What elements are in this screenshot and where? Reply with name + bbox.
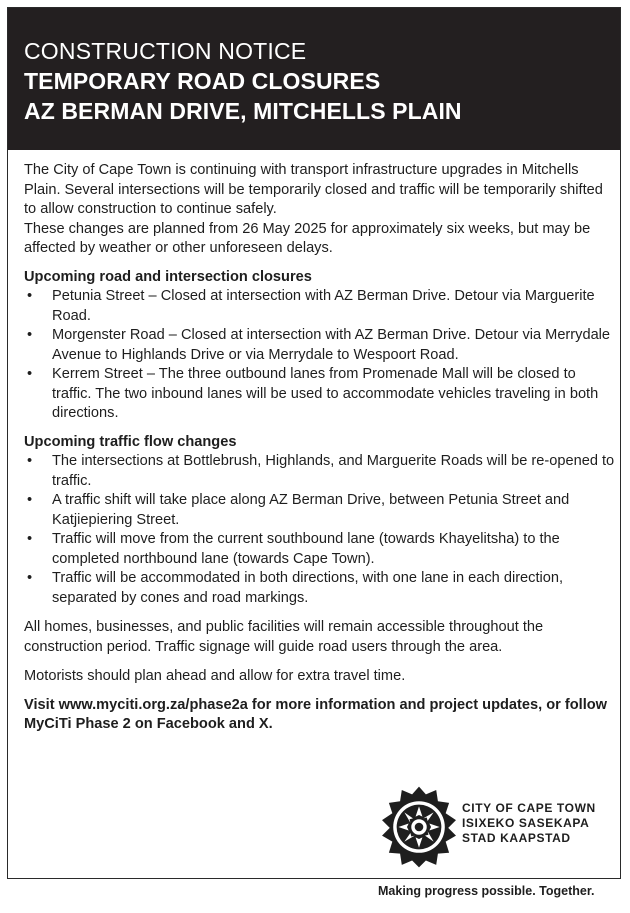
list-item [24,365,616,424]
list-item [24,569,616,608]
access-paragraph: All homes, businesses, and public facilities will remain accessible throughout the construction period. Traffic signage will guide road users through the area. [24,619,544,655]
header-eyebrow: CONSTRUCTION NOTICE [24,38,307,64]
bullet-icon: • [27,531,33,547]
closures-heading: Upcoming road and intersection closures [24,268,312,285]
intro-paragraph-1: The City of Cape Town is continuing with transport infrastructure upgrades in Mitchells Plain. Several intersections will be temporarily closed and traffic will be temporarily shifted to allow construction to continue safely. [24,162,603,217]
city-name-block [462,801,596,846]
bullet-icon: • [27,366,33,382]
intro-paragraph-2: These changes are planned from 26 May 2025 for approximately six weeks, but may be affected by weather or other unforeseen delays. [24,220,591,256]
list-item-text: The intersections at Bottlebrush, Highlands, and Marguerite Roads will be re-opened to traffic. [52,453,615,489]
notice-body [24,161,616,735]
list-item [24,491,616,530]
list-item-text: Morgenster Road – Closed at intersection with AZ Berman Drive. Detour via Merrydale Avenue to Highlands Drive or via Merrydale to Wespoort Road. [52,327,611,363]
header-title-line-2: AZ BERMAN DRIVE, MITCHELLS PLAIN [24,98,462,124]
list-item-text: Traffic will move from the current southbound lane (towards Khayelitsha) to the completed northbound lane (towards Cape Town). [52,531,560,567]
list-item [24,287,616,326]
list-item-text: A traffic shift will take place along AZ Berman Drive, between Petunia Street and Katjiepiering Street. [52,492,570,528]
city-of-cape-town-logo-icon [376,784,462,870]
bullet-icon: • [27,288,33,304]
motorists-paragraph: Motorists should plan ahead and allow for extra travel time. [24,668,406,684]
traffic-list [24,452,616,608]
city-name-english: CITY OF CAPE TOWN [462,801,596,815]
bullet-icon: • [27,570,33,586]
list-item-text: Traffic will be accommodated in both directions, with one lane in each direction, separated by cones and road markings. [52,570,564,606]
list-item-text: Kerrem Street – The three outbound lanes from Promenade Mall will be closed to traffic. The two inbound lanes will be used to accommodate vehicles traveling in both directions. [52,366,599,421]
bullet-icon: • [27,327,33,343]
list-item [24,530,616,569]
city-name-xhosa: ISIXEKO SASEKAPA [462,816,590,830]
closures-list [24,287,616,424]
list-item [24,452,616,491]
notice-header [8,8,620,150]
header-title-line-1: TEMPORARY ROAD CLOSURES [24,68,381,94]
city-name-afrikaans: STAD KAAPSTAD [462,831,571,845]
list-item-text: Petunia Street – Closed at intersection with AZ Berman Drive. Detour via Marguerite Road. [52,288,595,324]
list-item [24,326,616,365]
bullet-icon: • [27,453,33,469]
traffic-heading: Upcoming traffic flow changes [24,433,237,450]
tagline: Making progress possible. Together. [378,884,595,898]
bullet-icon: • [27,492,33,508]
more-info-paragraph: Visit www.myciti.org.za/phase2a for more information and project updates, or follow MyCiTi Phase 2 on Facebook and X. [24,696,608,732]
